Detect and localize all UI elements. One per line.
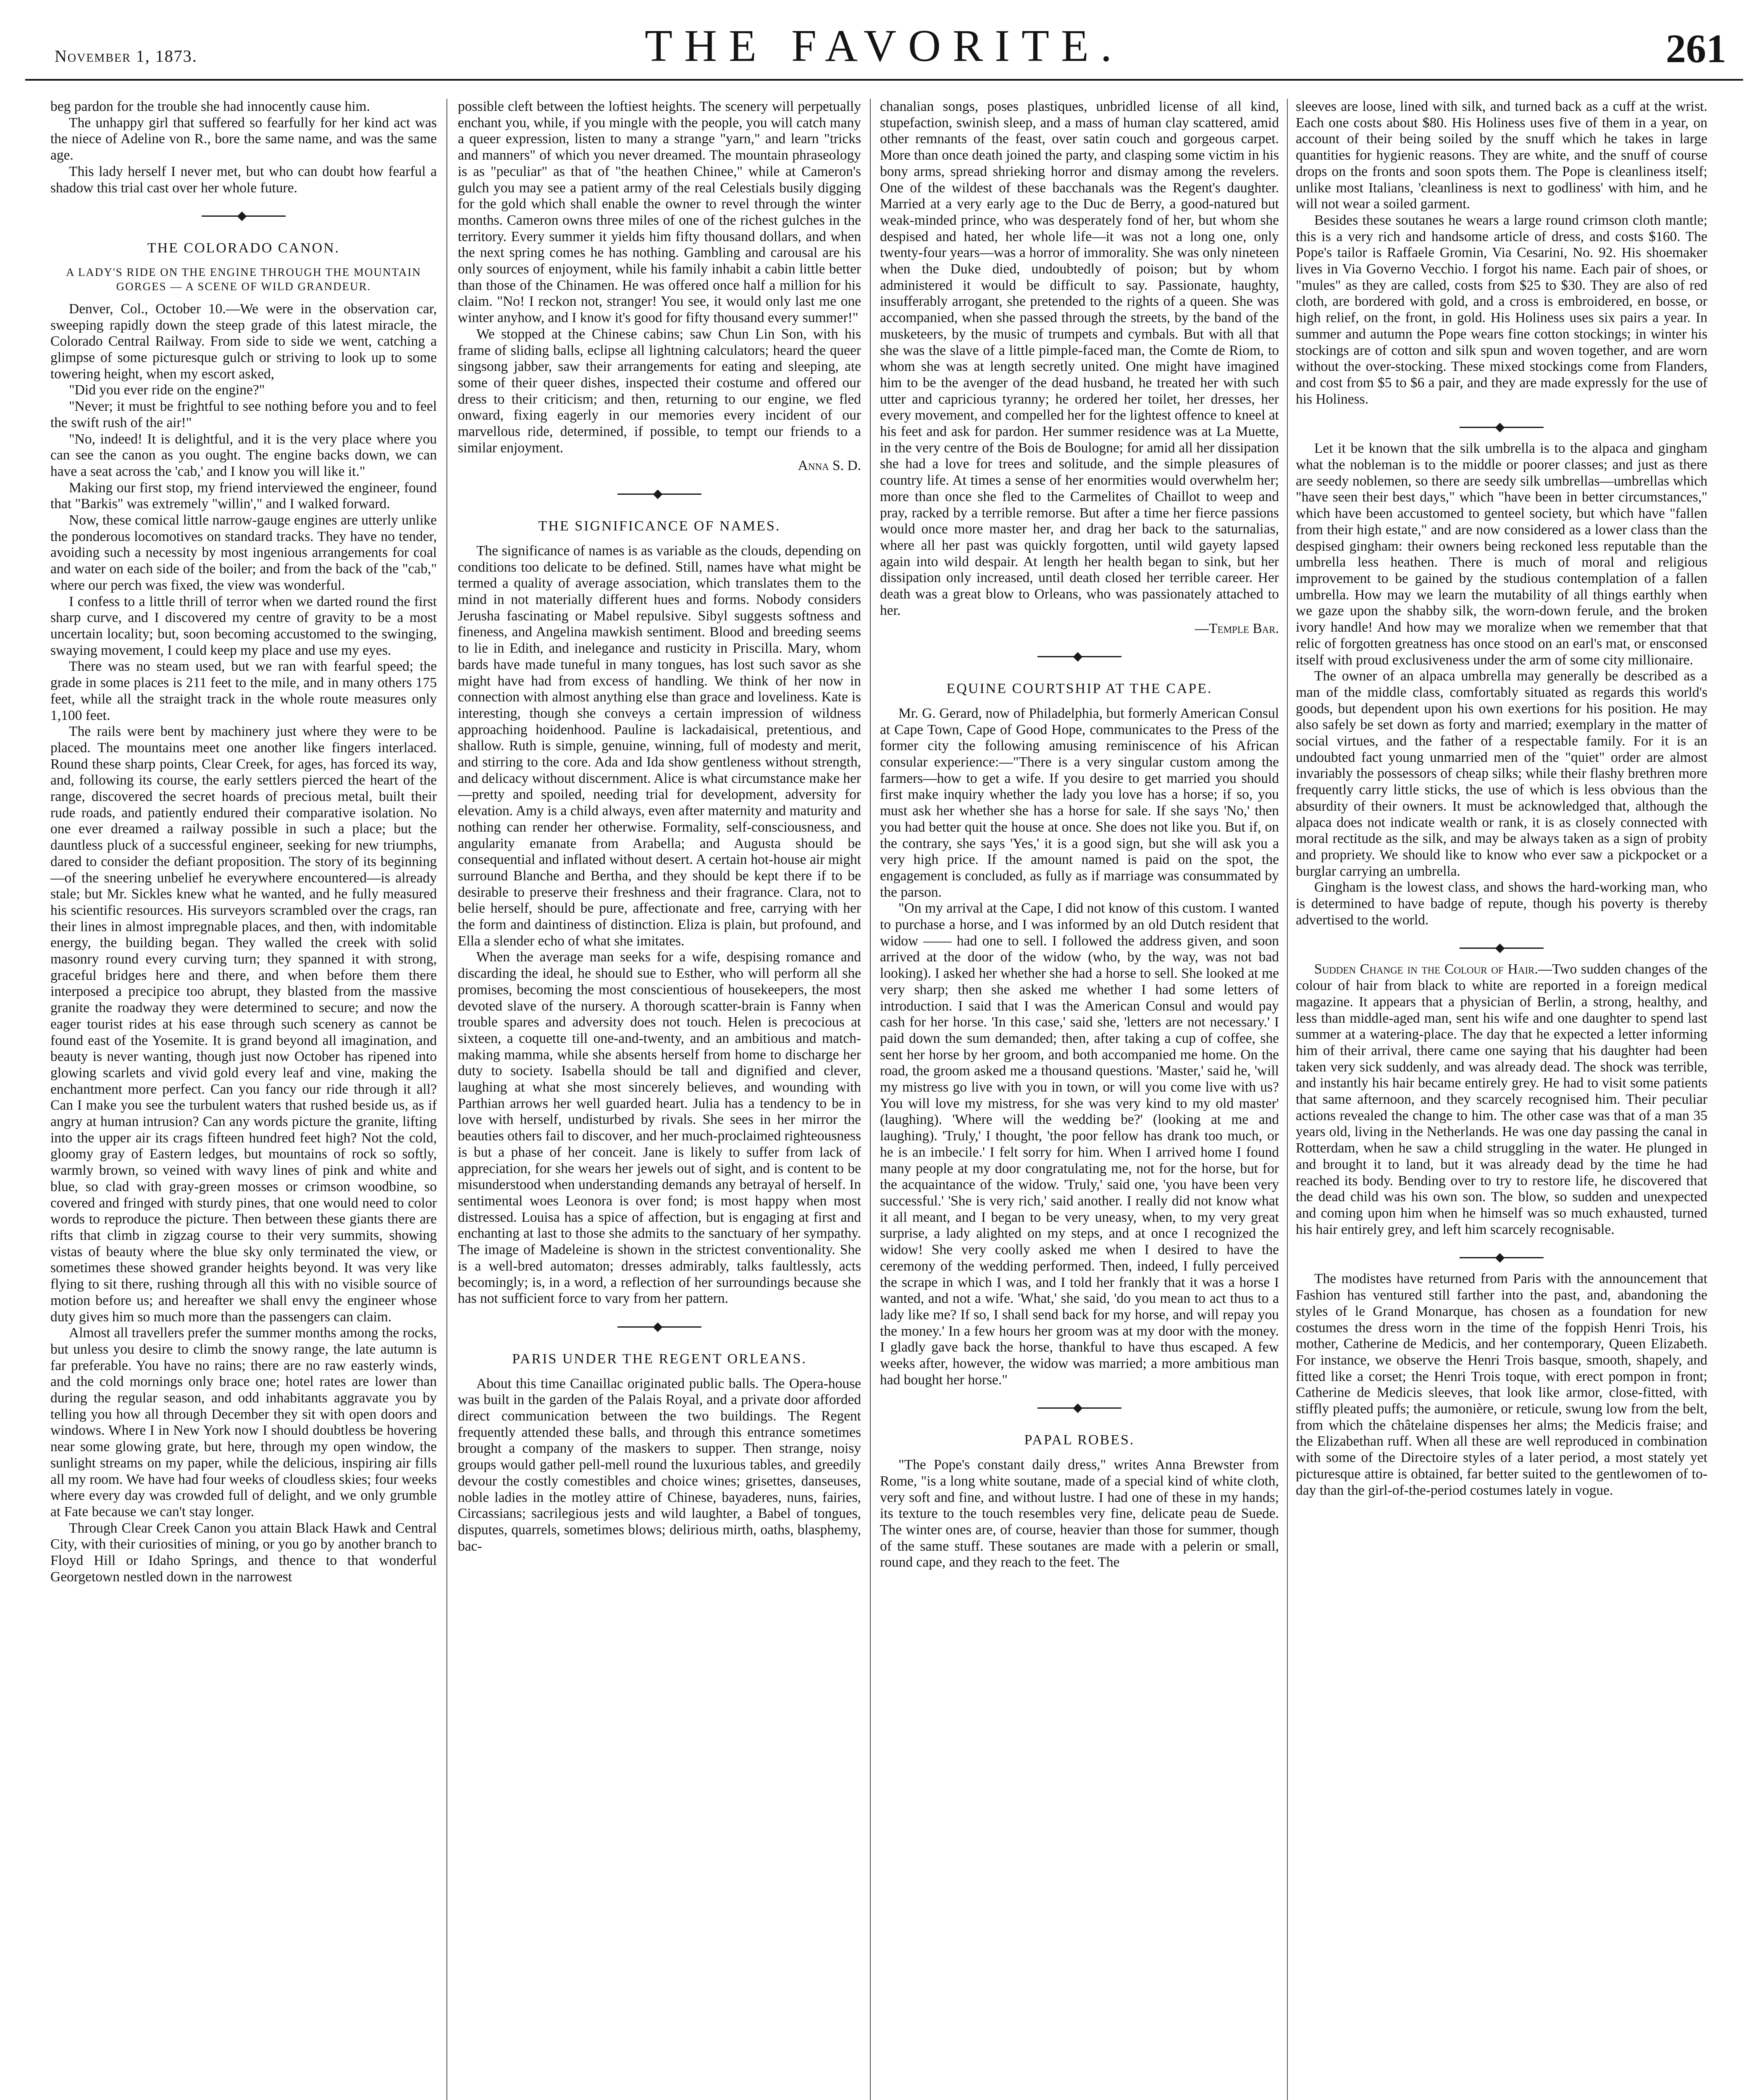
article-paragraph-umbrella: Gingham is the lowest class, and shows the hard-working man, who is determined to have badge of repute, though his poverty is thereby advertised to the world.	[1296, 879, 1707, 928]
article-signature: Anna S. D.	[798, 458, 861, 474]
carry-over-paragraph: beg pardon for the trouble she had innocently cause him.	[50, 99, 370, 114]
column-divider	[870, 99, 871, 2100]
column-1	[50, 99, 437, 2100]
section-divider-ornament	[1460, 1257, 1544, 1258]
section-divider-ornament	[1037, 656, 1121, 657]
article-paragraph: "The Pope's constant daily dress," writes Anna Brewster from Rome, "is a long white soutane, made of a special kind of white cloth, very soft and fine, and without lustre. I had one of these in my hands; its texture to the touch resembles very fine, delicate peau de Suede. The winter ones are, of course, heavier than those for summer, though of the same stuff. These soutanes are made with a pelerin or small, round cape, and they reach to the feet. The	[880, 1457, 1279, 1570]
run-in-text: —Two sudden changes of the colour of hair from black to white are reported in a foreign medical magazine. It appears that a physician of Berlin, a strong, healthy, and less than middle-aged man, sent his wife and one daughter to spend last summer at a watering-place. The day that he expected a letter informing him of their arrival, there came one saying that his daughter had been taken very sick suddenly, and was already dead. The shock was terrible, and instantly his hair became entirely grey. He had to visit some patients that same afternoon, and they scarcely recognised him. Their peculiar actions revealed the change to him. The other case was that of a man 35 years old, living in the Netherlands. He was one day passing the canal in Rotterdam, when he saw a child struggling in the water. He plunged in and brought it to land, but it was already dead by the time he had reached its body. Bending over to try to restore life, he discovered that the dead child was his own son. The blow, so sudden and unexpected and coming upon him when he himself was so much exhausted, turned his hair entirely grey, and left him scarcely recognisable.	[1296, 961, 1707, 1237]
carry-over-paragraph: The unhappy girl that suffered so fearfully for her kind act was the niece of Adeline von R., bore the same name, and was the same age.	[50, 115, 437, 163]
run-in-heading: Sudden Change in the Colour of Hair.	[1314, 961, 1538, 977]
carry-over-paragraph: chanalian songs, poses plastiques, unbridled license of all kind, stupefaction, swinish sleep, and a mass of human clay scattered, amid other remnants of the feast, over satin couch and gorgeous carpet. More than once death joined the party, and clasping some victim in his bony arms, spread shrieking horror and dismay among the revelers. One of the wildest of these bacchanals was the Regent's daughter. Married at a very early age to the Duc de Berry, a good-natured but weak-minded prince, who was desperately fond of her, but whom she despised and hated, her whole life—it was not a long one, only twenty-four years—was a horror of immorality. She was only nineteen when the Duke died, undoubtedly of poison; but by whom administered it would be difficult to say. Passionate, haughty, insufferably arrogant, she pretended to the rights of a queen. She was accompanied, when she passed through the streets, by the band of the musketeers, by the music of trumpets and cymbals. But with all that she was the slave of a little pimple-faced man, the Comte de Riom, to whom she was at length secretly united. One might have imagined him to be the avenger of the dead husband, he treated her with such utter and capricious tyranny; he ordered her toilet, her dresses, her every movement, and compelled her for the lightest offence to kneel at his feet and ask for pardon. Her summer residence was at La Muette, in the very centre of the Bois de Boulogne; for amid all her dissipation she had a love for trees and solitude, and the simple pleasures of country life. At times a sense of her enormities would overwhelm her; more than once she fled to the Carmelites of Chaillot to weep and pray, racked by a terrible remorse. But after a time her fierce passions would once more master her, and drag her back to the saturnalias, where all her past was quickly forgotten, until wild gayety lapsed again into wild despair. At length her health began to sink, but her dissipation only increased, until death closed her terrible career. Her death was a great blow to Orleans, who was passionately attached to her.	[880, 99, 1279, 618]
column-2	[458, 99, 861, 2100]
article-paragraph: "No, indeed! It is delightful, and it is the very place where you can see the canon as you ought. The engine backs down, we can have a seat across the 'cab,' and I know you will like it."	[50, 431, 437, 479]
column-3	[880, 99, 1279, 2100]
article-paragraph-hair	[1296, 961, 1707, 1238]
article-paragraph: Making our first stop, my friend interviewed the engineer, found that "Barkis" was extremely "willin'," and I walked forward.	[50, 480, 437, 512]
article-paragraph: Through Clear Creek Canon you attain Black Hawk and Central City, with their curiosities of mining, or you go by another branch to Floyd Hill or Idaho Springs, and thence to that wonderful Georgetown nestled down in the narrowest	[50, 1520, 437, 1585]
section-divider-ornament	[202, 215, 286, 217]
masthead-rule	[25, 79, 1743, 81]
article-title-names: THE SIGNIFICANCE OF NAMES.	[538, 518, 781, 534]
article-paragraph: "Did you ever ride on the engine?"	[69, 382, 265, 398]
article-paragraph: About this time Canaillac originated public balls. The Opera-house was built in the garden of the Palais Royal, and a private door afforded direct communication between the two buildings. The Regent frequently attended these balls, and through this entrance sometimes brought a company of the maskers to supper. Then strange, noisy groups would gather pell-mell round the luxurious tables, and greedily devour the costly comestibles and choice wines; grisettes, danseuses, noble ladies in the motley attire of Chinese, bayaderes, nuns, fairies, Circassians; sacrilegious jests and wild laughter, a Babel of tongues, disputes, quarrels, sometimes blows; delirious mirth, oaths, blasphemy, bac-	[458, 1376, 861, 1554]
article-paragraph: The rails were bent by machinery just where they were to be placed. The mountains meet one another like fingers interlaced. Round these sharp points, Clear Creek, for ages, has forced its way, and, following its course, the early settlers pierced the heart of the range, discovered the secret hoards of precious metal, built their rude roads, and patiently endured their comparative isolation. No one ever dreamed a railway possible in such a place; but the dauntless pluck of a successful engineer, seeking for new triumphs, dared to consider the defiant proposition. The story of its beginning—of the sneering unbelief he everywhere encountered—is already stale; but Mr. Sickles knew what he wanted, and he fully measured his scientific resources. His surveyors scrambled over the crags, ran their lines in almost impregnable places, and then, with indomitable energy, the building began. They walled the creek with solid masonry round every curving turn; they spanned it with strong, graceful bridges here and there, and when before them there interposed a precipice too abrupt, they blasted from the massive granite the roadway they were determined to secure; and now the eager tourist rides at his ease through such scenery as cannot be found east of the Yosemite. It is grand beyond all imagination, and beauty is never wanting, though just now October has ripened into glowing scarlets and vivid gold every leaf and vine, making the enchantment more perfect. Can you fancy our ride through it all? Can I make you see the turbulent waters that rushed beside us, as if angry at human intrusion? Can any words picture the granite, lifting into the upper air its crags fifteen hundred feet high? Not the cold, gloomy gray of Eastern ledges, but mountains of rock so softly, warmly brown, so veined with wavy lines of pink and white and blue, so clad with gray-green mosses or crimson woodbine, so covered and fringed with sturdy pines, that one would need to color words to reproduce the picture. Then between these giants there are rifts that climb in zigzag course to their very summits, showing vistas of beauty where the blue sky only terminated the view, or sometimes these showed grander heights beyond. It was very like flying to sit there, rushing through all this with no visible source of motion before us; and hereafter we shall envy the engineer whose duty gives him so much more than the passengers can claim.	[50, 724, 437, 1325]
carry-over-paragraph: Besides these soutanes he wears a large round crimson cloth mantle; this is a very rich and handsome article of dress, and costs $160. The Pope's tailor is Raffaele Gromin, Via Cesarini, No. 92. His shoemaker lives in Via Governo Vecchio. I forgot his name. Each pair of shoes, or "mules" as they are called, costs from $25 to $30. They are also of red cloth, are bordered with gold, and a cross is embroidered, en bosse, or high relief, on the front, in gold. His Holiness uses six pairs a year. In summer and autumn the Pope wears fine cotton stockings; in winter his stockings are of cotton and silk spun and woven together, and are worn without the over-stocking. These mixed stockings come from Flanders, and cost from $5 to $6 a pair, and they are made expressly for the use of his Holiness.	[1296, 212, 1707, 407]
article-paragraph-umbrella: Let it be known that the silk umbrella is to the alpaca and gingham what the nobleman is to the middle or poorer classes; and just as there are seedy noblemen, so there are seedy silk umbrellas—umbrellas which "have seen their best days," which "have been in better circumstances," which have been accustomed to genteel society, but which have "fallen from their high estate," and are now considered as a lower class than the despised gingham: their owners being reckoned less reputable than the umbrella less heathen. There is much of moral and religious improvement to be gained by the studious contemplation of a fallen umbrella. How may we learn the mutability of all things earthly when we gaze upon the shabby silk, the worn-down ferule, and the broken ivory handle! And how may we moralize when we remember that that relic of forgotten greatness has once stood on an earl's mat, or ensconsed itself with proud exclusiveness under the arm of some city millionaire.	[1296, 441, 1707, 668]
section-divider-ornament	[1460, 948, 1544, 949]
article-subtitle-colorado: A LADY'S RIDE ON THE ENGINE THROUGH THE MOUNTAIN GORGES — A SCENE OF WILD GRANDEUR.	[66, 265, 421, 293]
article-paragraph: There was no steam used, but we ran with fearful speed; the grade in some places is 211 feet to the mile, and in many others 175 feet, while all the straight track in the whole route measures only 1,100 feet.	[50, 659, 437, 723]
article-title-equine: EQUINE COURTSHIP AT THE CAPE.	[946, 681, 1213, 697]
newspaper-title: THE FAVORITE.	[645, 21, 1124, 71]
column-4	[1296, 99, 1707, 2100]
column-divider	[1287, 99, 1288, 2100]
masthead	[25, 17, 1743, 88]
article-paragraph-umbrella: The owner of an alpaca umbrella may generally be described as a man of the middle class, comfortably situated as regards this world's goods, but dependent upon his own exertions for his position. He may also safely be set down as forty and married; exemplary in the matter of social virtues, and the father of a respectable family. For it is an undoubted fact young unmarried men of the "quiet" order are almost invariably the possessors of cheap silks; while their flashy brethren more frequently carry little sticks, the use of which is less obvious than the absurdity of their owners. It must be acknowledged that, although the alpaca does not indicate wealth or rank, it is as closely connected with moral rectitude as the silk, and may be always taken as a sign of probity and propriety. We should like to know who ever saw a pickpocket or a burglar carrying an umbrella.	[1296, 668, 1707, 879]
column-divider	[446, 99, 447, 2100]
carry-over-paragraph: sleeves are loose, lined with silk, and turned back as a cuff at the wrist. Each one costs about $80. His Holiness uses five of them in a year, on account of their being soiled by the snuff which he takes in large quantities for hygienic reasons. They are white, and the snuff of course drops on the fronts and soon spots them. The Pope is cleanliness itself; unlike most Italians, 'cleanliness is next to godliness' with him, and he will not wear a soiled garment.	[1296, 99, 1707, 212]
section-divider-ornament	[1460, 427, 1544, 428]
article-paragraph: When the average man seeks for a wife, despising romance and discarding the ideal, he should sue to Esther, who will perform all she promises, becoming the most conscientious of housekeepers, the most devoted slave of the nursery. A thorough scatter-brain is Fanny when trouble spares and adversity does not touch. Helen is precocious at sixteen, a coquette till one-and-twenty, and an ambitious and match-making mamma, while she absents herself from home to discharge her duty to society. Isabella should be tall and dignified and clever, laughing at what she most sincerely believes, and wounding with Parthian arrows her well guarded heart. Julia has a tendency to be in love with herself, undisturbed by rivals. She sees in her mirror the beauties others fail to discover, and her much-proclaimed righteousness is but a phase of her conceit. Jane is likely to suffer from lack of appreciation, for she wears her jewels out of sight, and is content to be misunderstood when understanding demands any betrayal of herself. In sentimental woes Leonora is over fond; is most happy when most distressed. Louisa has a spice of affection, but is engaging at first and enchanting at last to those she admits to the sanctuary of her sympathy. The image of Madeleine is shown in the strictest conventionality. She is a well-bred automaton; dresses admirably, talks faultlessly, acts becomingly; is, in a word, a reflection of her surroundings because she has not sufficient force to vary from her pattern.	[458, 949, 861, 1307]
article-paragraph: I confess to a little thrill of terror when we darted round the first sharp curve, and I discovered my centre of gravity to be a most uncertain locality; but, soon becoming accustomed to the swinging, swaying movement, I could keep my place and use my eyes.	[50, 593, 437, 658]
section-divider-ornament	[1037, 1407, 1121, 1409]
page-number: 261	[1666, 26, 1726, 71]
section-divider-ornament	[617, 1326, 701, 1328]
article-title-paris: PARIS UNDER THE REGENT ORLEANS.	[512, 1351, 807, 1367]
article-paragraph: "On my arrival at the Cape, I did not know of this custom. I wanted to purchase a horse, and I was informed by an old Dutch resident that widow —— had one to sell. I followed the address given, and soon arrived at the door of the widow (who, by the way, was not bad looking). I asked her whether she had a horse to sell. She looked at me very sharp; then she asked me whether I had some letters of introduction. I said that I was the American Consul and would pay cash for her horse. 'In this case,' said she, 'letters are not necessary.' I paid down the sum demanded; then, after taking a cup of coffee, she sent her horse by her groom, and both accompanied me home. On the road, the groom asked me a thousand questions. 'Master,' said he, 'will my mistress go live with you in town, or will you come live with us? You will love my mistress, for she was very kind to my old master' (laughing). 'Where will the wedding be?' (looking at me and laughing). 'Truly,' I thought, 'the poor fellow has drank too much, or he is an imbecile.' I felt sorry for him. When I arrived home I found many people at my door congratulating me, not for the horse, but for the acquaintance of the widow. 'Truly,' said one, 'you have been very successful.' 'She is very rich,' said another. I really did not know what it all meant, and I began to be very uneasy, when, to my very great surprise, a lady alighted on my steps, and at once I recognized the widow! She very coolly asked me when I desired to have the ceremony of the wedding performed. Then, indeed, I fully perceived the scrape in which I was, and I told her frankly that it was a horse I wanted, and not a wife. 'What,' she said, 'do you mean to act thus to a lady like me? If so, I shall send back for my horse, and will repay you the money.' In a few hours her groom was at my door with the money. I gladly gave back the horse, thankful to have thus escaped. A few weeks after, however, the widow was married; a more ambitious man had bought her horse."	[880, 900, 1279, 1388]
article-paragraph: Denver, Col., October 10.—We were in the observation car, sweeping rapidly down the steep grade of this latest miracle, the Colorado Central Railway. From side to side we went, catching a glimpse of some picturesque gulch or striving to look up to some towering height, when my escort asked,	[50, 301, 437, 382]
article-paragraph: Now, these comical little narrow-gauge engines are utterly unlike the ponderous locomotives on standard tracks. They have no tender, avoiding such a necessity by most ingenious arrangements for coal and water on each side of the boiler; and from the back of the "cab," where our perch was fixed, the view was wonderful.	[50, 512, 437, 593]
carry-over-paragraph: possible cleft between the loftiest heights. The scenery will perpetually enchant you, while, if you mingle with the people, you will catch many a queer expression, listen to many a strange "yarn," and learn "tricks and manners" of which you never dreamed. The mountain phraseology is as "peculiar" as that of "the heathen Chinee," while at Cameron's gulch you may see a patient army of the real Celestials busily digging for the gold which shall enable the owner to revel through the winter months. Cameron owns three miles of one of the richest gulches in the territory. Every summer it yields him fifty thousand dollars, and when the next spring comes he has nothing. Gambling and carousal are his only sources of enjoyment, while his family inhabit a cabin little better than those of the Chinamen. He was offered once half a million for his claim. "No! I reckon not, stranger! You see, it would only last me one winter anyhow, and I know it's good for fifty thousand every summer!"	[458, 99, 861, 326]
article-paragraph: Almost all travellers prefer the summer months among the rocks, but unless you desire to climb the snowy range, the late autumn is far preferable. You have no rains; there are no raw easterly winds, and the cold mornings only brace one; hotel rates are lower than during the regular season, and odd inhabitants aggravate you by telling you how all through December they sit with open doors and windows. Where I in New York now I should doubtless be hovering near some glowing grate, but here, through my open window, the sunlight streams on my paper, while the delicious, inspiring air fills all my room. We have had four weeks of cloudless skies; four weeks where every day was crowded full of delight, and we only grumble at Fate because we can't stay longer.	[50, 1325, 437, 1520]
article-title-colorado: THE COLORADO CANON.	[147, 240, 340, 256]
article-paragraph: The significance of names is as variable as the clouds, depending on conditions too delicate to be defined. Still, names have what might be termed a quality of average association, which translates them to the mind in not materially different hues and forms. Nobody considers Jerusha fascinating or Mabel repulsive. Sibyl suggests softness and fineness, and Angelina mawkish sentiment. Blood and breeding seems to lie in Edith, and inelegance and rusticity in Priscilla. Mary, whom bards have made tuneful in many tongues, has lost such savor as she might have had from excess of handling. We think of her now in connection with almost anything else than grace and loveliness. Kate is interesting, though she conveys a certain impression of wildness approaching hoidenhood. Pauline is lackadaisical, pretentious, and shallow. Ruth is simple, genuine, winning, full of modesty and merit, and stirring to the core. Ada and Ida show gentleness without strength, and delicacy without discernment. Alice is what circumstance make her —pretty and spoiled, needing trial for development, adversity for elevation. Amy is a child always, even after maternity and maturity and nothing can render her otherwise. Formality, self-consciousness, and angularity emanate from Arabella; and Augusta should be consequential and inflated without desert. A certain hot-house air might surround Blanche and Bertha, and they should be kept there if to be desirable to preserve their freshness and their fragrance. Clara, not to belie herself, should be pure, affectionate and free, carrying with her the form and daintiness of distinction. Eliza is plain, but profound, and Ella a slender echo of what she imitates.	[458, 543, 861, 949]
carry-over-paragraph: This lady herself I never met, but who can doubt how fearful a shadow this trial cast over her whole future.	[50, 163, 437, 196]
section-divider-ornament	[617, 494, 701, 495]
article-paragraph: "Never; it must be frightful to see nothing before you and to feel the swift rush of the air!"	[50, 399, 437, 430]
article-paragraph-modistes: The modistes have returned from Paris with the announcement that Fashion has ventured still farther into the past, and, abandoning the styles of le Grand Monarque, has chosen as a foundation for new costumes the dress worn in the time of the foppish Henri Trois, his mother, Catherine de Medicis, and her contemporary, Queen Elizabeth. For instance, we observe the Henri Trois basque, smooth, shapely, and fitted like a corset; the Henri Trois toque, with erect pompon in front; Catherine de Medicis sleeves, that look like armor, close-fitted, with stiffly pleated puffs; the aumonière, or reticule, swung low from the belt, from which the châtelaine dispenses her alms; the Medicis fraise; and the Elizabethan ruff. When all these are well reproduced in combination with some of the Directoire styles of a later period, a most stately yet picturesque attire is obtained, far better suited to the gentlewomen of to-day than the girl-of-the-period costumes lately in vogue.	[1296, 1271, 1707, 1498]
article-paragraph: Mr. G. Gerard, now of Philadelphia, but formerly American Consul at Cape Town, Cape of Good Hope, communicates to the Press of the former city the following amusing reminiscence of his African consular experience:—"There is a very singular custom among the farmers—how to get a wife. If you desire to get married you should first make inquiry whether the lady you love has a horse; if so, you must ask her whether she has a horse for sale. If she says 'No,' then you had better quit the house at once. She does not like you. But if, on the contrary, she says 'Yes,' it is a good sign, but she will ask you a very high price. If the amount named is paid on the spot, the engagement is concluded, as fully as if marriage was consummated by the parson.	[880, 705, 1279, 900]
article-title-papal-robes: PAPAL ROBES.	[1024, 1432, 1135, 1448]
carry-over-paragraph: We stopped at the Chinese cabins; saw Chun Lin Son, with his frame of sliding balls, eclipse all lightning calculators; heard the queer singsong jabber, saw their arrangements for eating and sleeping, ate some of their queer dishes, inspected their costume and offered our dress to their criticism; and then, returning to our engine, we fled onward, fixing eagerly in our memories every incident of our marvellous ride, determined, if possible, to tempt our friends to a similar enjoyment.	[458, 326, 861, 456]
issue-date: November 1, 1873.	[55, 47, 197, 66]
article-source: —Temple Bar.	[1195, 620, 1279, 636]
